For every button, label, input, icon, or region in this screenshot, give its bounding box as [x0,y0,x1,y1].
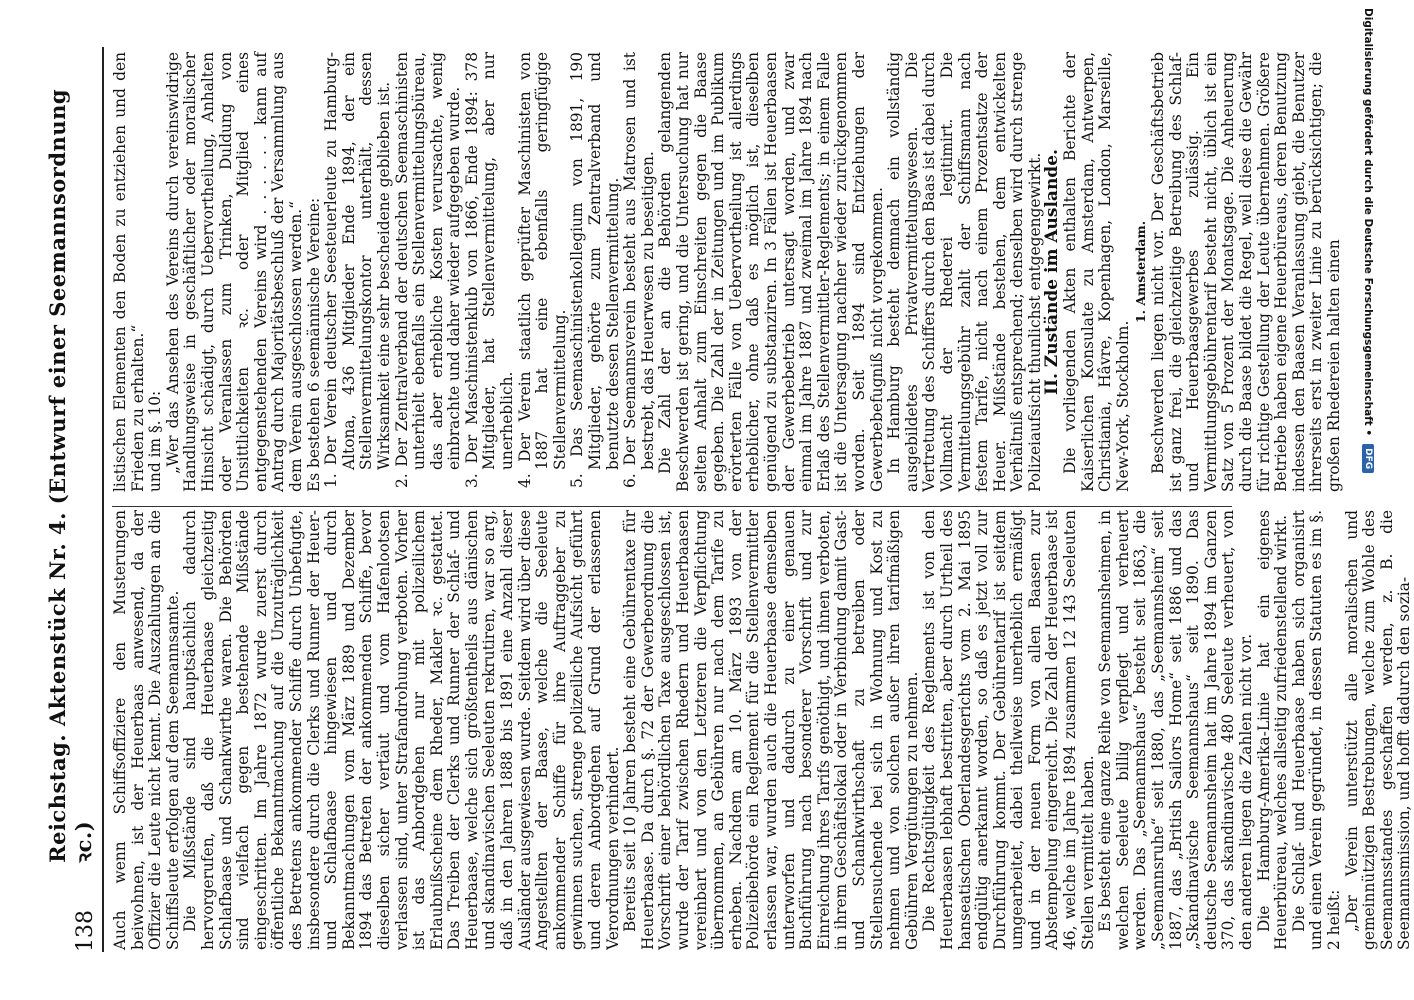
paragraph: Bereits seit 10 Jahren besteht eine Gebührentaxe für Heuerbaase. Da durch §. 72 der Gewerbeordnung die Vorschrift einer behördlichen Taxe ausgeschlossen ist, wurde der Tarif zwischen Rhedern und Heuerbaasen vereinbart und von den Letzteren die Verpflichtung übernommen, an Gebühren nur nach dem Tarife zu erheben. Nachdem am 10. März 1893 von der Polizeibehörde ein Reglement für die Stellenvermittler erlassen war, wurden auch die Heuerbaase demselben unterworfen und dadurch zu einer genauen Buchführung nach besonderer Vorschrift und zur Einreichung ihres Tarifs genöthigt, und ihnen verboten, in ihrem Geschäftslokal oder in Verbindung damit Gast- und Schankwirthschaft zu betreiben oder Stellensuchende bei sich in Wohnung und Kost zu nehmen und von solchen außer ihren tarifmäßigen Gebühren Vergütungen zu nehmen. [621,510,921,950]
paragraph: Beschwerden liegen nicht vor. Der Geschäftsbetrieb ist ganz frei, die gleichzeitige Betreibung des Schlaf- und Heuerbaasgewerbes zulässig. Ein Vermittlungsgebührentarif besteht nicht, üblich ist ein Satz von 5 Prozent der Monatsgage. Die Anheuerung durch die Baase bildet die Regel, weil diese die Gewähr für richtige Gestellung der Leute übernehmen. Größere Betriebe haben eigene Heuerbüreaus, deren Benutzung indessen den Baasen Veranlassung giebt, die Benutzer ihrerseits erst in zweiter Linie zu berücksichtigen; die großen Rhedereien halten einen [1149,52,1343,492]
funding-note-text: Digitalisierung gefördert durch die Deutsche Forschungsgemeinschaft • [1362,8,1374,437]
paragraph: Die Mißstände sind hauptsächlich dadurch hervorgerufen, daß die Heuerbaase gleichzeitig Schlafbaase und Schankwirthe waren. Die Behörden sind vielfach gegen bestehende Mißstände eingeschritten. Im Jahre 1872 wurde zuerst durch öffentliche Bekanntmachung auf die Unzuträglichkeit des Betretens ankommender Schiffe durch Unbefugte, insbesondere durch die Clerks und Runner der Heuer- und Schlafbaase hingewiesen und durch Bekanntmachungen vom März 1889 und Dezember 1894 das Betreten der ankommenden Schiffe, bevor dieselben sicher vertäut und vom Hafenlootsen verlassen sind, unter Strafandrohung verboten. Vorher ist das Anbordgehen nur mit polizeilichem Erlaubnißscheine dem Rheder, Makler ꝛc. gestattet. Das Treiben der Clerks und Runner der Schlaf- und Heuerbaase, welche sich größtentheils aus dänischen und skandinavischen Seeleuten rekrutiren, war so arg, daß in den Jahren 1888 bis 1891 eine Anzahl dieser Ausländer ausgewiesen wurde. Seitdem wird über diese Angestellten der Baase, welche die Seeleute ankommender Schiffe für ihre Auftraggeber zu gewinnen suchen, strenge polizeiliche Aufsicht geführt und deren Anbordgehen auf Grund der erlassenen Verordnungen verhindert. [181,510,622,950]
left-column [111,510,1414,950]
paragraph: Die Zahl der an die Behörden gelangenden Beschwerden ist gering, und die Untersuchung hat nur selten Anhalt zum Einschreiten gegen die Baase gegeben. Die Zahl der in Zeitungen und im Publikum erörterten Fälle von Uebervortheilung ist allerdings erheblicher, ohne daß es möglich ist, dieselben genügend zu substanziren. In 3 Fällen ist Heuerbaasen der Gewerbebetrieb untersagt worden, und zwar einmal im Jahre 1887 und zweimal im Jahre 1894 nach Erlaß des Stellenvermittler-Reglements; in einem Falle ist die Untersagung nachher wieder zurückgenommen worden. Seit 1894 sind Entziehungen der Gewerbebefugniß nicht vorgekommen. [656,52,886,492]
list-item: 2. Der Zentralverband der deutschen Seemaschinisten unterhielt ebenfalls ein Stellenvermittelungsbüreau, das aber erhebliche Kosten verursachte, wenig einbrachte und daher wieder aufgegeben wurde. [392,52,464,488]
quote: „Wer das Ansehen des Vereins durch vereinswidrige Handlungsweise in geschäftlicher oder moralischer Hinsicht schädigt, durch Uebervortheilung, Anhalten oder Veranlassen zum Trinken, Duldung von Unsittlichkeiten ꝛc. oder Mitglied eines entgegenstehenden Vereins wird . . . . . . kann auf Antrag durch Majoritätsbeschluß der Versammlung aus dem Verein ausgeschlossen werden.“ [163,52,305,492]
paragraph: Es bestehen 6 seemännische Vereine: [304,197,323,492]
paragraph: Es besteht eine ganze Reihe von Seemannsheimen, in welchen Seeleute billig verpflegt und verheuert werden. Das „Seemannshaus“ besteht seit 1863, die „Seemannsruhe“ seit 1880, das „Seemannsheim“ seit 1887, das „British Sailors Home“ seit 1886 und das „Skandinavische Seemannshaus“ seit 1890. Das deutsche Seemannsheim hat im Jahre 1894 im Ganzen 370, das skandinavische 480 Seeleute verheuert, von den anderen liegen die Zahlen nicht vor. [1096,510,1255,950]
paragraph: listischen Elementen den Boden zu entziehen und den Frieden zu erhalten.“ [111,52,147,492]
section-heading: II. Zustände im Auslande. [1042,149,1063,395]
dfg-logo: DFG [1362,444,1374,473]
paragraph: Die vorliegenden Akten enthalten Berichte der Kaiserlichen Konsulate zu Amsterdam, Antwerpen, Christiania, Hâvre, Kopenhagen, London, Marseille, New-York, Stockholm. [1061,52,1132,492]
page-number: 138 [73,910,98,952]
digitization-note [1357,8,1379,993]
paragraph: In Hamburg besteht demnach ein vollständig ausgebildetes Privatvermittelungswesen. Die Vertretung des Schiffers durch den Baas ist dabei durch Vollmacht der Rhederei legitimirt. Die Vermittelungsgebühr zahlt der Schiffsmann nach festem Tarife, nicht nach einem Prozentsatze der Heuer. Mißstände bestehen, dem entwickelten Verhältniß entsprechend; denselben wird durch strenge Polizeiaufsicht thunlichst entgegengewirkt. [885,52,1044,492]
list-item: 4. Der Verein staatlich geprüfter Maschinisten von 1887 hat eine ebenfalls geringfügige Stellenvermittelung. [515,52,569,488]
list-item: 3. Der Maschinistenklub von 1866, Ende 1894: 378 Mitglieder, hat Stellenvermittelung, aber nur unerheblich. [462,52,517,488]
paragraph: Die Schlaf- und Heuerbaase haben sich organisirt und einen Verein gegründet, in dessen Statuten es im §. 2 heißt: [1289,510,1343,950]
paragraph: „Der Verein unterstützt alle moralischen und gemeinnützigen Bestrebungen, welche zum Wohle des Seemannsstandes geschaffen werden, z. B. die Seemannsmission, und hofft dadurch den sozia- [1342,510,1414,950]
page-title: Reichstag. Aktenstück Nr. 4. (Entwurf einer Seemannsordnung ꝛc.) [45,88,96,863]
list-item: 1. Der Verein deutscher Seesteuerleute zu Hamburg-Altona, 436 Mitglieder Ende 1894, der ein Stellenvermittelungskontor unterhält, dessen Wirksamkeit eine sehr bescheidene geblieben ist. [322,52,393,488]
paragraph: Auch wenn Schiffsoffiziere den Musterungen beiwohnen, ist der Heuerbaas anwesend, da der Offizier die Leute nicht kennt. Die Auszahlungen an die Schiffsleute erfolgen auf dem Seemannsamte. [111,510,182,950]
paragraph: Die Hamburg-Amerika-Linie hat ein eigenes Heuerbüreau, welches allseitig zufriedenstellend wirkt. [1254,510,1291,950]
subsection-heading: 1. Amsterdam. [1133,220,1149,324]
paragraph: und im §. 10: [146,390,165,492]
paragraph: Die Rechtsgültigkeit des Reglements ist von den Heuerbaasen lebhaft bestritten, aber durch Urtheil des hanseatischen Oberlandesgerichts vom 2. Mai 1895 endgültig anerkannt worden, so daß es jetzt voll zur Durchführung kommt. Der Gebührentarif ist seitdem umgearbeitet, dabei theilweise unerheblich ermäßigt und in der neuen Form von allen Baasen zur Abstempelung eingereicht. Die Zahl der Heuerbaase ist 46, welche im Jahre 1894 zusammen 12 143 Seeleuten Stellen vermittelt haben. [920,510,1097,950]
column-divider [112,506,1232,507]
page-header [45,47,104,952]
right-column [111,52,1343,492]
list-item: 6. Der Seemannsverein besteht aus Matrosen und ist bestrebt, das Heuerwesen zu beseitigen. [621,52,657,488]
list-item: 5. Das Seemaschinistenkollegium von 1891, 190 Mitglieder, gehörte zum Zentralverband und benutzte dessen Stellenvermittelung. [568,52,622,488]
